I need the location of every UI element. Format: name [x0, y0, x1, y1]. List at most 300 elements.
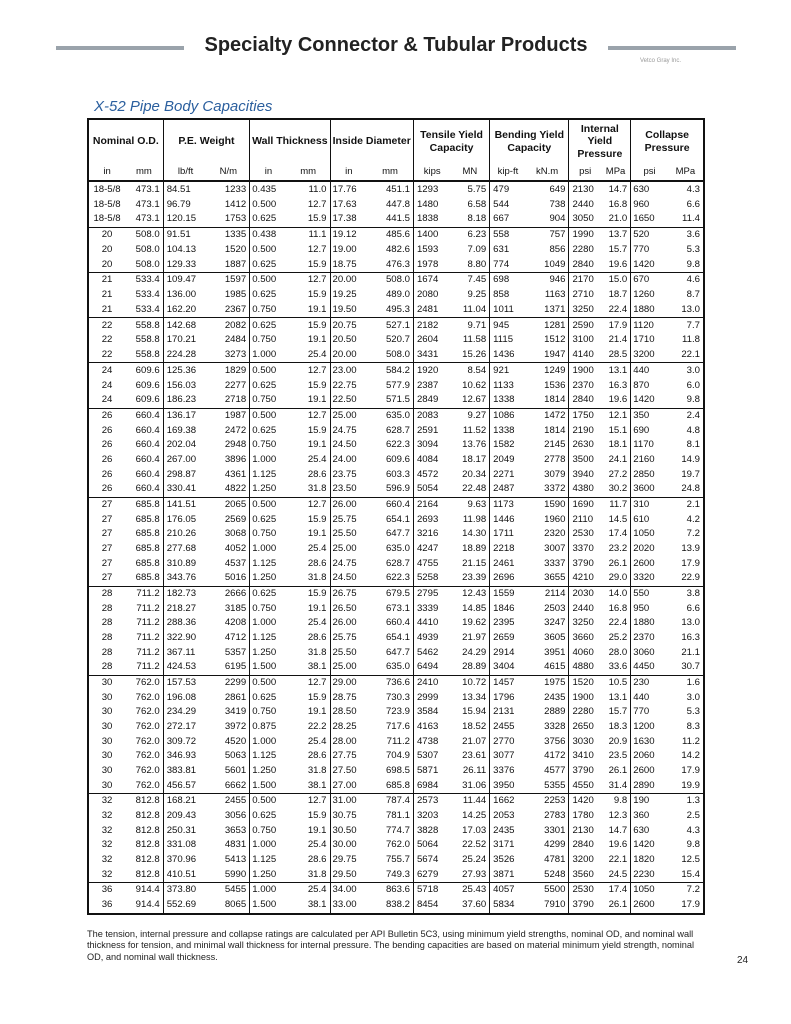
table-cell: 26: [88, 482, 125, 497]
table-cell: 2530: [569, 882, 601, 897]
table-cell: 1920: [413, 363, 450, 378]
table-cell: 0.750: [250, 302, 287, 317]
table-cell: 25.75: [330, 512, 367, 527]
header-rule-right: [608, 46, 736, 50]
table-cell: 11.98: [451, 512, 490, 527]
table-cell: 0.750: [250, 333, 287, 348]
table-cell: 3828: [413, 823, 450, 838]
table-cell: 4450: [631, 660, 668, 675]
table-cell: 1650: [631, 212, 668, 227]
table-cell: 30: [88, 675, 125, 690]
table-cell: 28.0: [601, 645, 631, 660]
unit-label: mm: [287, 163, 330, 181]
table-cell: 3790: [569, 763, 601, 778]
table-cell: 1400: [413, 227, 450, 242]
table-cell: 0.500: [250, 497, 287, 512]
column-header: Collapse Pressure: [631, 119, 704, 163]
table-cell: 1975: [526, 675, 569, 690]
table-cell: 2440: [569, 197, 601, 212]
table-cell: 1480: [413, 197, 450, 212]
table-cell: 3171: [490, 838, 526, 853]
table-cell: 631: [490, 242, 526, 257]
table-cell: 552.69: [163, 898, 207, 914]
table-cell: 2914: [490, 645, 526, 660]
table-cell: 186.23: [163, 393, 207, 408]
table-cell: 2190: [569, 423, 601, 438]
table-cell: 8065: [207, 898, 249, 914]
table-cell: 1814: [526, 393, 569, 408]
table-cell: 37.60: [451, 898, 490, 914]
table-cell: 5.75: [451, 181, 490, 197]
table-body: [88, 181, 704, 914]
table-cell: 1420: [631, 393, 668, 408]
table-cell: 711.2: [125, 660, 163, 675]
table-cell: 21.4: [601, 333, 631, 348]
table-cell: 3790: [569, 898, 601, 914]
table-row: [88, 645, 704, 660]
column-header: Bending Yield Capacity: [490, 119, 569, 163]
table-cell: 660.4: [125, 408, 163, 423]
table-cell: 28: [88, 660, 125, 675]
table-cell: 3370: [569, 542, 601, 557]
table-cell: 1.000: [250, 453, 287, 468]
table-cell: 12.7: [287, 272, 330, 287]
table-cell: 730.3: [367, 690, 413, 705]
table-cell: 4831: [207, 838, 249, 853]
table-cell: 2770: [490, 734, 526, 749]
table-cell: 2600: [631, 763, 668, 778]
table-cell: 673.1: [367, 601, 413, 616]
table-cell: 610: [631, 512, 668, 527]
table-cell: 1820: [631, 852, 668, 867]
table-cell: 0.625: [250, 423, 287, 438]
table-cell: 482.6: [367, 242, 413, 257]
table-cell: 4299: [526, 838, 569, 853]
table-cell: 13.9: [668, 542, 704, 557]
table-cell: 15.9: [287, 288, 330, 303]
table-cell: 30: [88, 763, 125, 778]
table-cell: 1990: [569, 227, 601, 242]
table-cell: 1674: [413, 272, 450, 287]
table-cell: 370.96: [163, 852, 207, 867]
table-cell: 1900: [569, 363, 601, 378]
table-cell: 26.00: [330, 616, 367, 631]
table-cell: 2487: [490, 482, 526, 497]
table-cell: 21.15: [451, 556, 490, 571]
table-cell: 15.9: [287, 257, 330, 272]
table-cell: 8.54: [451, 363, 490, 378]
table-cell: 711.2: [125, 586, 163, 601]
table-cell: 508.0: [367, 347, 413, 362]
table-cell: 3216: [413, 527, 450, 542]
table-cell: 1559: [490, 586, 526, 601]
table-row: [88, 838, 704, 853]
table-cell: 2320: [526, 527, 569, 542]
table-row: [88, 778, 704, 793]
table-cell: 31.4: [601, 778, 631, 793]
table-cell: 711.2: [125, 601, 163, 616]
table-cell: 3100: [569, 333, 601, 348]
table-cell: 558.8: [125, 333, 163, 348]
table-cell: 2461: [490, 556, 526, 571]
table-cell: 3060: [631, 645, 668, 660]
table-cell: 14.7: [601, 823, 631, 838]
table-cell: 5455: [207, 882, 249, 897]
table-cell: 2861: [207, 690, 249, 705]
table-cell: 0.875: [250, 720, 287, 735]
table-row: [88, 212, 704, 227]
table-cell: 3653: [207, 823, 249, 838]
table-cell: 647.7: [367, 645, 413, 660]
table-cell: 15.9: [287, 212, 330, 227]
table-cell: 4410: [413, 616, 450, 631]
table-cell: 0.438: [250, 227, 287, 242]
table-cell: 3079: [526, 467, 569, 482]
table-cell: 451.1: [367, 181, 413, 197]
table-cell: 5990: [207, 867, 249, 882]
table-cell: 5064: [413, 838, 450, 853]
table-cell: 31.00: [330, 793, 367, 808]
table-cell: 685.8: [367, 778, 413, 793]
table-cell: 109.47: [163, 272, 207, 287]
table-cell: 27: [88, 512, 125, 527]
table-cell: 3320: [631, 571, 668, 586]
table-cell: 1.250: [250, 571, 287, 586]
table-row: [88, 601, 704, 616]
table-cell: 27.50: [330, 763, 367, 778]
table-cell: 3.8: [668, 586, 704, 601]
table-cell: 1987: [207, 408, 249, 423]
table-cell: 1780: [569, 809, 601, 824]
table-cell: 2659: [490, 631, 526, 646]
table-row: [88, 453, 704, 468]
table-cell: 0.435: [250, 181, 287, 197]
column-header: P.E. Weight: [163, 119, 250, 163]
table-cell: 2.5: [668, 809, 704, 824]
table-cell: 26: [88, 467, 125, 482]
table-cell: 11.52: [451, 423, 490, 438]
table-row: [88, 631, 704, 646]
table-cell: 129.33: [163, 257, 207, 272]
table-cell: 14.5: [601, 512, 631, 527]
table-cell: 11.4: [668, 212, 704, 227]
table-cell: 25.50: [330, 645, 367, 660]
table-cell: 30.00: [330, 838, 367, 853]
table-cell: 571.5: [367, 393, 413, 408]
table-cell: 350: [631, 408, 668, 423]
table-cell: 774.7: [367, 823, 413, 838]
table-cell: 6662: [207, 778, 249, 793]
table-cell: 30: [88, 705, 125, 720]
table-cell: 24.1: [601, 453, 631, 468]
table-cell: 19.00: [330, 242, 367, 257]
table-cell: 690: [631, 423, 668, 438]
table-cell: 27.2: [601, 467, 631, 482]
table-cell: 21.97: [451, 631, 490, 646]
table-cell: 169.38: [163, 423, 207, 438]
table-row: [88, 363, 704, 378]
table-cell: 0.625: [250, 288, 287, 303]
table-cell: 21.1: [668, 645, 704, 660]
table-cell: 3337: [526, 556, 569, 571]
table-cell: 31.8: [287, 763, 330, 778]
table-cell: 15.4: [668, 867, 704, 882]
table-cell: 32: [88, 867, 125, 882]
table-cell: 28: [88, 645, 125, 660]
table-cell: 14.2: [668, 749, 704, 764]
table-cell: 18.52: [451, 720, 490, 735]
table-cell: 1173: [490, 497, 526, 512]
table-cell: 24.5: [601, 867, 631, 882]
table-cell: 856: [526, 242, 569, 257]
table-cell: 5063: [207, 749, 249, 764]
table-cell: 762.0: [367, 838, 413, 853]
table-cell: 27: [88, 527, 125, 542]
table-cell: 31.8: [287, 571, 330, 586]
table-cell: 723.9: [367, 705, 413, 720]
table-row: [88, 527, 704, 542]
table-row: [88, 423, 704, 438]
table-cell: 0.625: [250, 809, 287, 824]
table-cell: 91.51: [163, 227, 207, 242]
table-cell: 3030: [569, 734, 601, 749]
table-cell: 15.1: [601, 423, 631, 438]
table-cell: 609.6: [125, 393, 163, 408]
table-cell: 635.0: [367, 660, 413, 675]
table-cell: 6279: [413, 867, 450, 882]
table-cell: 25.00: [330, 660, 367, 675]
table-cell: 0.750: [250, 705, 287, 720]
table-cell: 558.8: [125, 347, 163, 362]
table-cell: 774: [490, 257, 526, 272]
table-cell: 4577: [526, 763, 569, 778]
table-cell: 544: [490, 197, 526, 212]
table-cell: 670: [631, 272, 668, 287]
table-cell: 812.8: [125, 793, 163, 808]
table-cell: 6195: [207, 660, 249, 675]
table-cell: 2455: [207, 793, 249, 808]
table-cell: 28.6: [287, 852, 330, 867]
table-cell: 762.0: [125, 749, 163, 764]
table-cell: 277.68: [163, 542, 207, 557]
table-cell: 1880: [631, 616, 668, 631]
table-row: [88, 763, 704, 778]
table-cell: 367.11: [163, 645, 207, 660]
table-cell: 2182: [413, 318, 450, 333]
table-cell: 12.7: [287, 497, 330, 512]
table-cell: 660.4: [125, 423, 163, 438]
table-cell: 456.57: [163, 778, 207, 793]
table-cell: 32: [88, 809, 125, 824]
table-cell: 4172: [526, 749, 569, 764]
table-cell: 13.1: [601, 690, 631, 705]
table-cell: 24: [88, 363, 125, 378]
table-cell: 0.500: [250, 197, 287, 212]
table-cell: 3094: [413, 438, 450, 453]
table-cell: 26.75: [330, 586, 367, 601]
table-cell: 28.6: [287, 556, 330, 571]
table-cell: 15.9: [287, 809, 330, 824]
table-cell: 0.500: [250, 272, 287, 287]
table-cell: 31.8: [287, 645, 330, 660]
table-cell: 0.500: [250, 675, 287, 690]
table-cell: 1.6: [668, 675, 704, 690]
table-cell: 960: [631, 197, 668, 212]
table-cell: 749.3: [367, 867, 413, 882]
table-cell: 156.03: [163, 378, 207, 393]
table-cell: 654.1: [367, 512, 413, 527]
unit-label: mm: [367, 163, 413, 181]
table-cell: 38.1: [287, 660, 330, 675]
table-cell: 12.7: [287, 197, 330, 212]
table-cell: 29.50: [330, 867, 367, 882]
table-cell: 2484: [207, 333, 249, 348]
table-cell: 1.500: [250, 778, 287, 793]
table-cell: 136.17: [163, 408, 207, 423]
table-cell: 1233: [207, 181, 249, 197]
table-cell: 787.4: [367, 793, 413, 808]
table-cell: 8.7: [668, 288, 704, 303]
table-cell: 28: [88, 601, 125, 616]
table-cell: 649: [526, 181, 569, 197]
table-cell: 946: [526, 272, 569, 287]
table-cell: 1520: [569, 675, 601, 690]
table-cell: 440: [631, 363, 668, 378]
table-cell: 16.3: [668, 631, 704, 646]
table-row: [88, 302, 704, 317]
table-cell: 157.53: [163, 675, 207, 690]
table-cell: 23.39: [451, 571, 490, 586]
table-cell: 38.1: [287, 898, 330, 914]
table-cell: 3431: [413, 347, 450, 362]
table-cell: 3500: [569, 453, 601, 468]
table-cell: 0.750: [250, 823, 287, 838]
table-cell: 18.89: [451, 542, 490, 557]
table-row: [88, 512, 704, 527]
table-cell: 272.17: [163, 720, 207, 735]
table-cell: 2410: [413, 675, 450, 690]
table-cell: 609.6: [125, 363, 163, 378]
table-cell: 3007: [526, 542, 569, 557]
table-cell: 16.3: [601, 378, 631, 393]
table-cell: 770: [631, 705, 668, 720]
table-cell: 0.500: [250, 793, 287, 808]
table-cell: 717.6: [367, 720, 413, 735]
table-cell: 812.8: [125, 809, 163, 824]
table-cell: 1753: [207, 212, 249, 227]
table-cell: 3410: [569, 749, 601, 764]
table-row: [88, 482, 704, 497]
table-cell: 32: [88, 793, 125, 808]
table-cell: 711.2: [367, 734, 413, 749]
table-cell: 3655: [526, 571, 569, 586]
table-cell: 1.250: [250, 645, 287, 660]
table-cell: 1.125: [250, 631, 287, 646]
table-cell: 18.3: [601, 720, 631, 735]
table-cell: 3372: [526, 482, 569, 497]
table-cell: 1711: [490, 527, 526, 542]
table-cell: 4880: [569, 660, 601, 675]
table-cell: 14.7: [601, 181, 631, 197]
table-cell: 19.1: [287, 823, 330, 838]
table-cell: 2999: [413, 690, 450, 705]
table-cell: 2145: [526, 438, 569, 453]
table-cell: 27.93: [451, 867, 490, 882]
table-title: X-52 Pipe Body Capacities: [94, 98, 273, 115]
table-cell: 224.28: [163, 347, 207, 362]
table-cell: 4.2: [668, 512, 704, 527]
table-row: [88, 242, 704, 257]
table-cell: 23.75: [330, 467, 367, 482]
table-cell: 136.00: [163, 288, 207, 303]
table-cell: 1814: [526, 423, 569, 438]
table-cell: 3376: [490, 763, 526, 778]
table-cell: 22.50: [330, 393, 367, 408]
table-cell: 2569: [207, 512, 249, 527]
table-cell: 2230: [631, 867, 668, 882]
table-cell: 1200: [631, 720, 668, 735]
table-cell: 6.0: [668, 378, 704, 393]
table-cell: 26: [88, 453, 125, 468]
table-cell: 533.4: [125, 288, 163, 303]
table-cell: 373.80: [163, 882, 207, 897]
table-cell: 950: [631, 601, 668, 616]
table-cell: 28.25: [330, 720, 367, 735]
table-cell: 346.93: [163, 749, 207, 764]
table-row: [88, 227, 704, 242]
table-cell: 533.4: [125, 302, 163, 317]
table-cell: 1710: [631, 333, 668, 348]
table-cell: 12.7: [287, 793, 330, 808]
table-cell: 23.5: [601, 749, 631, 764]
table-cell: 4.6: [668, 272, 704, 287]
table-cell: 30: [88, 749, 125, 764]
table-cell: 2049: [490, 453, 526, 468]
unit-label: kN.m: [526, 163, 569, 181]
table-cell: 698: [490, 272, 526, 287]
table-header: [88, 119, 704, 181]
table-cell: 5601: [207, 763, 249, 778]
table-cell: 527.1: [367, 318, 413, 333]
table-cell: 17.38: [330, 212, 367, 227]
table-cell: 19.1: [287, 393, 330, 408]
table-cell: 738: [526, 197, 569, 212]
table-cell: 2130: [569, 181, 601, 197]
table-cell: 2280: [569, 242, 601, 257]
unit-label: MN: [451, 163, 490, 181]
unit-label: mm: [125, 163, 163, 181]
table-cell: 914.4: [125, 882, 163, 897]
table-cell: 603.3: [367, 467, 413, 482]
table-cell: 38.1: [287, 778, 330, 793]
table-cell: 250.31: [163, 823, 207, 838]
table-cell: 609.6: [125, 378, 163, 393]
table-cell: 4163: [413, 720, 450, 735]
table-cell: 1338: [490, 423, 526, 438]
table-cell: 17.9: [601, 318, 631, 333]
table-cell: 8454: [413, 898, 450, 914]
table-cell: 2600: [631, 898, 668, 914]
table-cell: 120.15: [163, 212, 207, 227]
table-cell: 1.000: [250, 347, 287, 362]
table-cell: 22.2: [287, 720, 330, 735]
table-cell: 1.125: [250, 852, 287, 867]
table-cell: 410.51: [163, 867, 207, 882]
table-cell: 2604: [413, 333, 450, 348]
table-cell: 1120: [631, 318, 668, 333]
table-cell: 2455: [490, 720, 526, 735]
table-cell: 5718: [413, 882, 450, 897]
